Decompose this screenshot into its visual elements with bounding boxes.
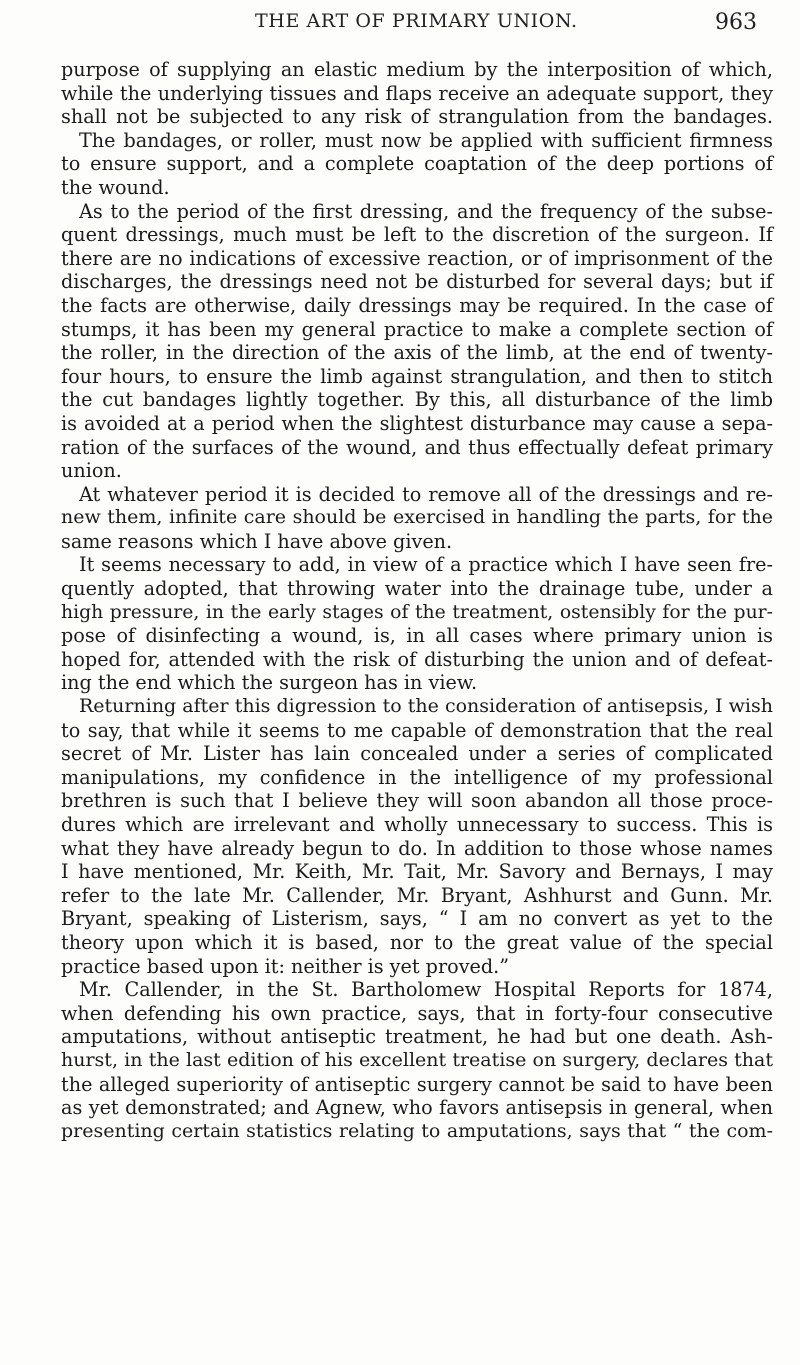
text-line: there are no indications of excessive reaction, or of imprisonment of the	[61, 246, 773, 270]
running-title: THE ART OF PRIMARY UNION.	[255, 10, 578, 32]
text-line: discharges, the dressings need not be disturbed for several days; but if	[61, 270, 773, 294]
text-line: Returning after this digression to the consideration of antisepsis, I wish	[79, 695, 773, 718]
text-line: high pressure, in the early stages of the treatment, ostensibly for the pur-	[61, 601, 773, 623]
text-line: At whatever period it is decided to remove all of the dressings and re-	[79, 482, 773, 506]
text-line: what they have already begun to do. In addition to those whose names	[61, 836, 773, 860]
text-line: to ensure support, and a complete coaptation of the deep portions of	[61, 152, 773, 176]
text-line: I have mentioned, Mr. Keith, Mr. Tait, Mr. Savory and Bernays, I may	[61, 860, 773, 884]
text-line: pose of disinfecting a wound, is, in all cases where primary union is	[61, 624, 773, 648]
body-text	[61, 58, 773, 1143]
text-line: stumps, it has been my general practice to make a complete section of	[61, 317, 773, 341]
text-line: new them, infinite care should be exercised in handling the parts, for the	[61, 506, 773, 529]
text-line: to say, that while it seems to me capable of demonstration that the real	[61, 718, 773, 742]
text-line: theory upon which it is based, nor to the great value of the special	[61, 930, 773, 954]
text-line: practice based upon it: neither is yet proved.”	[61, 954, 510, 978]
running-header	[0, 10, 800, 40]
text-line: while the underlying tissues and flaps receive an adequate support, they	[61, 81, 773, 105]
text-line: hoped for, attended with the risk of disturbing the union and of defeat-	[61, 647, 773, 671]
text-line: Bryant, speaking of Listerism, says, “ I am no convert as yet to the	[61, 907, 773, 931]
text-line: ration of the surfaces of the wound, and thus effectually defeat primary	[61, 435, 773, 459]
text-line: amputations, without antiseptic treatment, he had but one death. Ash-	[61, 1025, 773, 1049]
text-line: dures which are irrelevant and wholly unnecessary to success. This is	[61, 813, 773, 836]
text-line: quently adopted, that throwing water into the drainage tube, under a	[61, 577, 773, 601]
text-line: presenting certain statistics relating to amputations, says that “ the com-	[61, 1119, 773, 1142]
text-line: As to the period of the first dressing, and the frequency of the subse-	[79, 199, 773, 223]
text-line: the cut bandages lightly together. By this, all disturbance of the limb	[61, 388, 773, 412]
text-line: the facts are otherwise, daily dressings may be required. In the case of	[61, 293, 773, 317]
text-line: the alleged superiority of antiseptic surgery cannot be said to have been	[61, 1072, 773, 1096]
text-line: Mr. Callender, in the St. Bartholomew Hospital Reports for 1874,	[79, 978, 773, 1002]
text-line: four hours, to ensure the limb against strangulation, and then to stitch	[61, 364, 773, 388]
text-line: ing the end which the surgeon has in view.	[61, 671, 478, 695]
text-line: union.	[61, 459, 122, 483]
text-line: purpose of supplying an elastic medium by the interposition of which,	[61, 58, 773, 81]
text-line: refer to the late Mr. Callender, Mr. Bryant, Ashhurst and Gunn. Mr.	[61, 883, 773, 907]
text-line: the wound.	[61, 175, 170, 199]
text-line: same reasons which I have above given.	[61, 529, 453, 553]
text-line: It seems necessary to add, in view of a practice which I have seen fre-	[79, 553, 773, 577]
text-line: The bandages, or roller, must now be applied with sufficient firmness	[79, 128, 773, 152]
text-line: manipulations, my confidence in the intelligence of my professional	[61, 765, 773, 789]
text-line: when defending his own practice, says, that in forty-four consecutive	[61, 1001, 773, 1025]
text-line: is avoided at a period when the slightest disturbance may cause a sepa-	[61, 411, 773, 435]
text-line: brethren is such that I believe they will soon abandon all those proce-	[61, 789, 773, 813]
page-number: 963	[715, 10, 757, 35]
text-line: the roller, in the direction of the axis of the limb, at the end of twenty-	[61, 341, 773, 365]
text-line: secret of Mr. Lister has lain concealed under a series of complicated	[61, 742, 773, 766]
text-line: as yet demonstrated; and Agnew, who favors antisepsis in general, when	[61, 1096, 773, 1120]
text-line: quent dressings, much must be left to the discretion of the surgeon. If	[61, 223, 773, 247]
text-line: hurst, in the last edition of his excellent treatise on surgery, declares that	[61, 1048, 773, 1071]
text-line: shall not be subjected to any risk of strangulation from the bandages.	[61, 105, 773, 129]
